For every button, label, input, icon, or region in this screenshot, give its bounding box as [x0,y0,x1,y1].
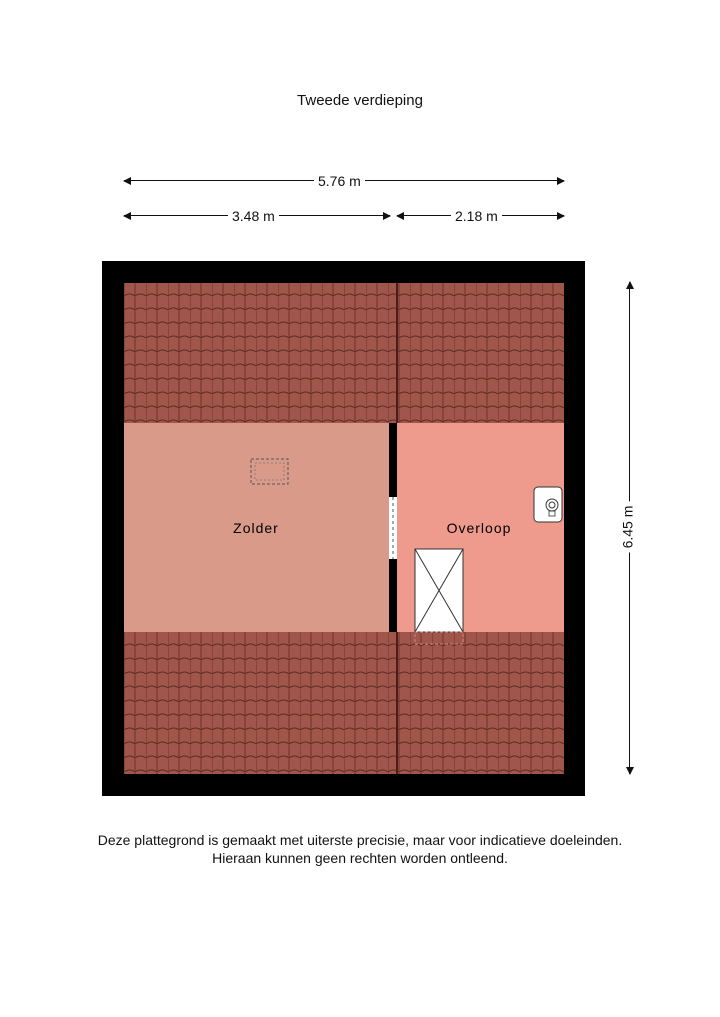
dimension-left-width-label: 3.48 m [228,208,279,224]
roof-tiles-bottom [124,632,564,774]
disclaimer [0,831,720,867]
disclaimer-line-1: Deze plattegrond is gemaakt met uiterste precisie, maar voor indicatieve doeleinden. [97,832,623,848]
floor-title: Tweede verdieping [297,92,423,109]
dimension-total-width-label: 5.76 m [314,173,365,189]
room-label-zolder: Zolder [233,520,279,536]
dimension-right-width-label: 2.18 m [451,208,502,224]
boiler-icon [534,487,562,522]
roof-tiles-top [124,283,564,423]
room-label-overloop: Overloop [446,520,512,536]
dimension-height-label: 6.45 m [619,502,635,553]
disclaimer-line-2: Hieraan kunnen geen rechten worden ontleend. [212,850,508,866]
stair-opening [415,549,463,644]
